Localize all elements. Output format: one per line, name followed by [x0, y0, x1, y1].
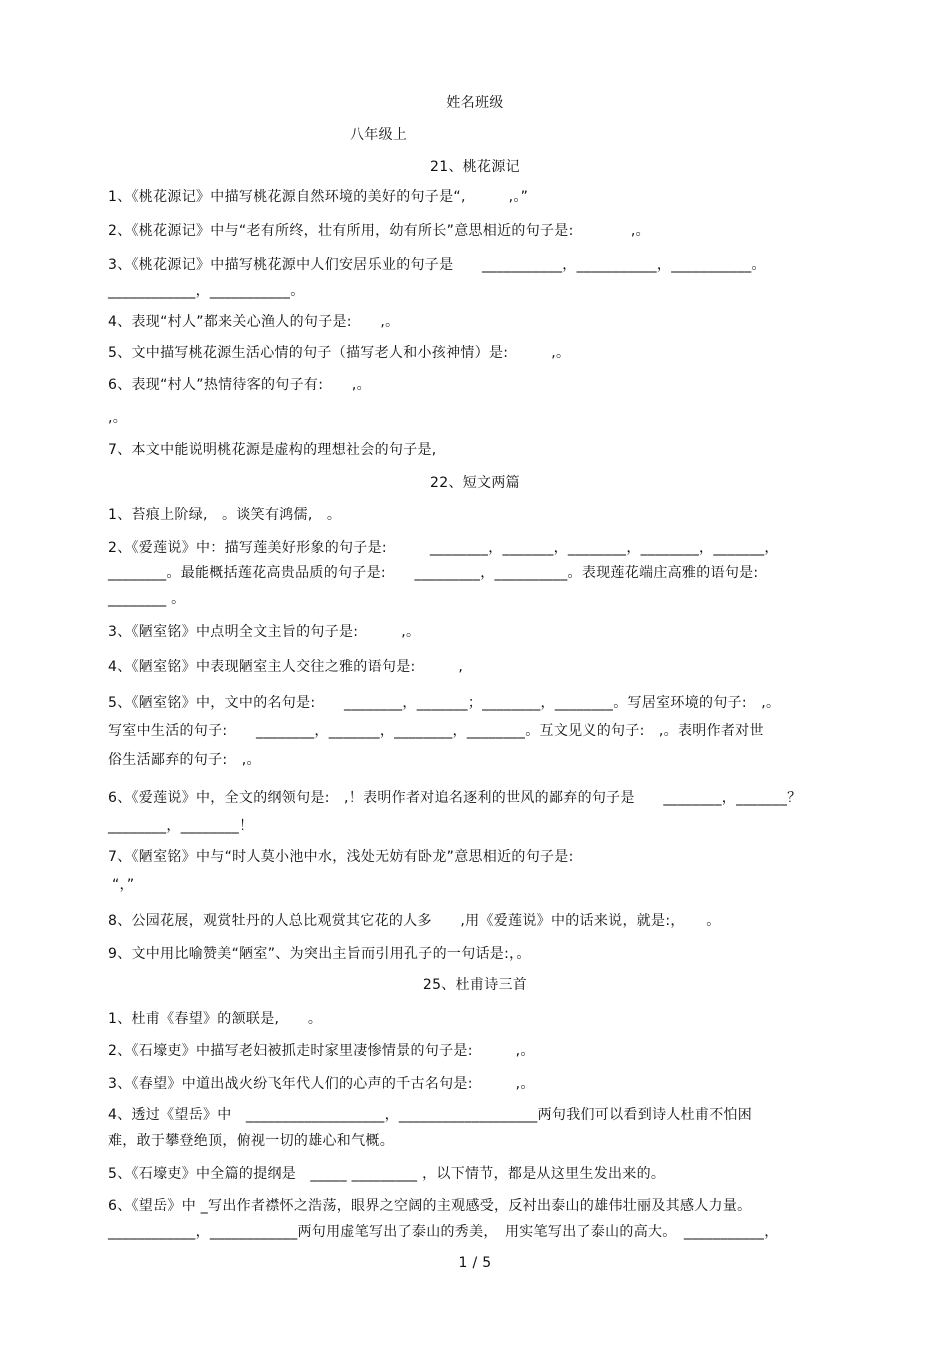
question-25-3: 3、《春望》中道出战火纷飞年代人们的心声的千古名句是: ,。 [108, 1076, 535, 1092]
question-21-3: 3、《桃花源记》中描写桃花源中人们安居乐业的句子是 ___________，___________，___________。 [108, 257, 766, 273]
question-21-6-cont: ,。 [108, 410, 128, 426]
question-22-5-cont2: 俗生活鄙弃的句子: ,。 [108, 752, 261, 768]
question-21-6: 6、表现“村人”热情待客的句子有: ,。 [108, 377, 371, 393]
question-22-8: 8、公园花展，观赏牡丹的人总比观赏其它花的人多 ,用《爱莲说》中的话来说，就是:， 。 [108, 913, 721, 929]
question-25-4: 4、透过《望岳》中 ___________________，___________________两句我们可以看到诗人杜甫不怕困 [108, 1107, 753, 1123]
question-22-2: 2、《爱莲说》中：描写莲美好形象的句子是: ________，_______，________，________，_______， [108, 540, 779, 556]
question-22-9: 9、文中用比喻赞美“陋室”、为突出主旨而引用孔子的一句话是:，。 [108, 946, 531, 962]
question-25-5: 5、《石壕吏》中全篇的提纲是 _____ _________ ，以下情节，都是从这里生发出来的。 [108, 1166, 666, 1182]
question-25-2: 2、《石壕吏》中描写老妇被抓走时家里凄惨情景的句子是: ,。 [108, 1043, 535, 1059]
question-22-5: 5、《陋室铭》中，文中的名句是: ________，_______；________，________。写居室环境的句子: ,。 [108, 695, 781, 711]
question-21-7: 7、本文中能说明桃花源是虚构的理想社会的句子是, [108, 442, 437, 458]
question-22-5-cont: 写室中生活的句子: ________，_______，________，________。互文见义的句子: ,。表明作者对世 [108, 723, 764, 739]
section-22-title: 22、短文两篇 [430, 475, 520, 491]
question-21-1: 1、《桃花源记》中描写桃花源自然环境的美好的句子是“, ,。” [108, 189, 529, 205]
question-22-7: 7、《陋室铭》中与“时人莫小池中水，浅处无妨有卧龙”意思相近的句子是: [108, 849, 574, 865]
section-21-title: 21、桃花源记 [430, 159, 520, 175]
question-25-6: 6、《望岳》中 _写出作者襟怀之浩荡，眼界之空阔的主观感受，反衬出泰山的雄伟壮丽及其感人力量。 [108, 1198, 752, 1214]
question-22-6-cont: ________，________！ [108, 818, 254, 834]
question-25-1: 1、杜甫《春望》的颔联是, 。 [108, 1011, 323, 1027]
question-21-4: 4、表现“村人”都来关心渔人的句子是: ,。 [108, 314, 400, 330]
question-21-3-cont: ____________，___________。 [108, 283, 305, 299]
question-25-4-cont: 难，敢于攀登绝顶，俯视一切的雄心和气概。 [108, 1133, 394, 1149]
page-number: 1 / 5 [458, 1255, 492, 1271]
question-22-2-cont2: ________ 。 [108, 591, 186, 607]
section-25-title: 25、杜甫诗三首 [422, 977, 528, 993]
question-22-6: 6、《爱莲说》中，全文的纲领句是: ,！表明作者对追名逐利的世风的鄙弃的句子是 ________，_______？ [108, 790, 802, 806]
question-22-1: 1、苔痕上阶绿, 。谈笑有鸿儒, 。 [108, 507, 342, 523]
question-25-6-cont: ____________，____________两句用虚笔写出了泰山的秀美， 用实笔写出了泰山的高大。 ___________， [108, 1224, 779, 1240]
question-22-2-cont: ________。最能概括莲花高贵品质的句子是: _________，__________。表现莲花端庄高雅的语句是: [108, 565, 759, 581]
question-21-5: 5、文中描写桃花源生活心情的句子（描写老人和小孩神情）是: ,。 [108, 345, 571, 361]
question-22-3: 3、《陋室铭》中点明全文主旨的句子是: ,。 [108, 624, 421, 640]
question-22-7-cont: “，” [112, 877, 135, 893]
question-22-4: 4、《陋室铭》中表现陋室主人交往之雅的语句是: , [108, 659, 464, 675]
name-class-line: 姓名班级 [446, 95, 504, 111]
question-21-2: 2、《桃花源记》中与“老有所终，壮有所用，幼有所长”意思相近的句子是: ,。 [108, 223, 650, 239]
grade-title: 八年级上 [350, 127, 408, 143]
